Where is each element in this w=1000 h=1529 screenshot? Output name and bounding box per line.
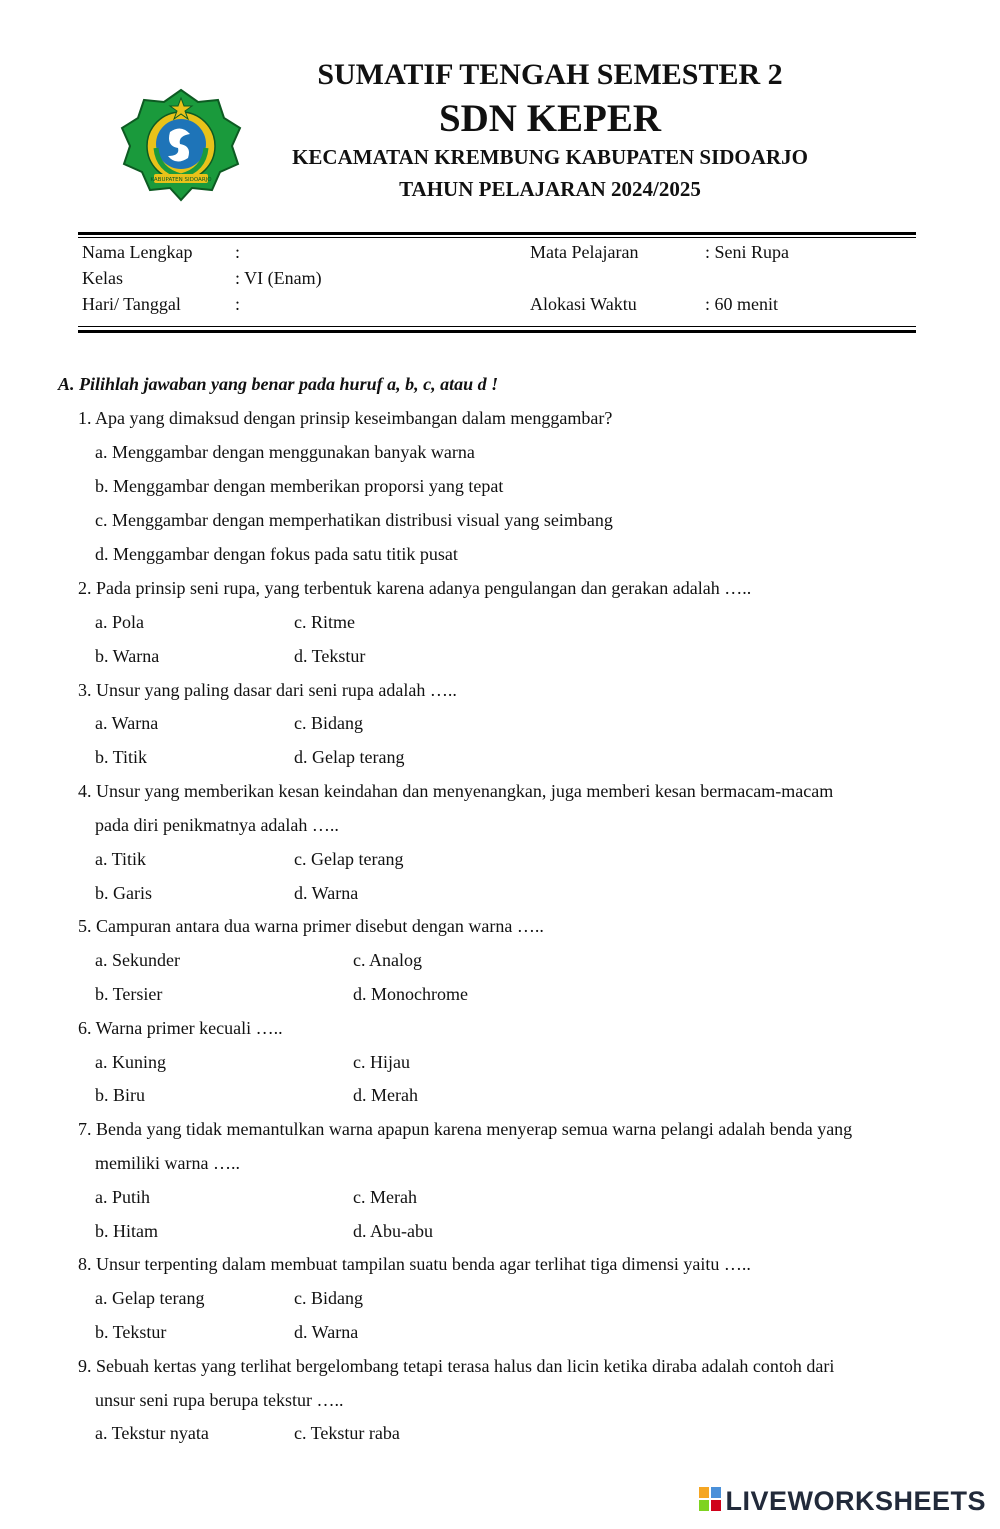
q2-option-b[interactable]: b. Warna bbox=[95, 646, 160, 666]
bottom-rule-thin bbox=[78, 326, 916, 327]
q1-option-c[interactable]: c. Menggambar dengan memperhatikan distribusi visual yang seimbang bbox=[95, 510, 613, 530]
q8-option-d[interactable]: d. Warna bbox=[294, 1322, 359, 1342]
q5-option-a[interactable]: a. Sekunder bbox=[95, 950, 180, 970]
question-4-cont: pada diri penikmatnya adalah ….. bbox=[95, 815, 339, 835]
q6-option-b[interactable]: b. Biru bbox=[95, 1085, 146, 1105]
q5-option-b[interactable]: b. Tersier bbox=[95, 984, 163, 1004]
bottom-rule-thick bbox=[78, 330, 916, 333]
q1-option-a[interactable]: a. Menggambar dengan menggunakan banyak warna bbox=[95, 442, 475, 462]
q7-option-a[interactable]: a. Putih bbox=[95, 1187, 151, 1207]
header-title: SUMATIF TENGAH SEMESTER 2 bbox=[317, 58, 783, 91]
school-name: SDN KEPER bbox=[438, 97, 662, 140]
q3-option-d[interactable]: d. Gelap terang bbox=[294, 747, 405, 767]
header-district: KECAMATAN KREMBUNG KABUPATEN SIDOARJO bbox=[292, 145, 808, 169]
q8-option-c[interactable]: c. Bidang bbox=[294, 1288, 363, 1308]
q3-option-a[interactable]: a. Warna bbox=[95, 713, 159, 733]
q6-option-c[interactable]: c. Hijau bbox=[353, 1052, 410, 1072]
q2-option-c[interactable]: c. Ritme bbox=[294, 612, 355, 632]
header-year: TAHUN PELAJARAN 2024/2025 bbox=[399, 177, 701, 201]
q7-option-c[interactable]: c. Merah bbox=[353, 1187, 417, 1207]
q2-option-d[interactable]: d. Tekstur bbox=[294, 646, 366, 666]
question-7: 7. Benda yang tidak memantulkan warna apapun karena menyerap semua warna pelangi adalah benda yang bbox=[78, 1119, 853, 1139]
svg-text:KABUPATEN SIDOARJO: KABUPATEN SIDOARJO bbox=[150, 177, 212, 183]
waktu-label: Alokasi Waktu bbox=[530, 294, 637, 314]
question-3: 3. Unsur yang paling dasar dari seni rupa adalah ….. bbox=[78, 680, 457, 700]
kelas-label: Kelas bbox=[82, 268, 123, 288]
q1-option-b[interactable]: b. Menggambar dengan memberikan proporsi yang tepat bbox=[95, 476, 504, 496]
nama-value: : bbox=[235, 242, 241, 262]
nama-label: Nama Lengkap bbox=[82, 242, 193, 262]
question-2: 2. Pada prinsip seni rupa, yang terbentuk karena adanya pengulangan dan gerakan adalah ….. bbox=[78, 578, 752, 598]
q4-option-c[interactable]: c. Gelap terang bbox=[294, 849, 404, 869]
q9-option-c[interactable]: c. Tekstur raba bbox=[294, 1423, 400, 1443]
q4-option-a[interactable]: a. Titik bbox=[95, 849, 147, 869]
question-7-cont: memiliki warna ….. bbox=[95, 1153, 240, 1173]
q3-option-b[interactable]: b. Titik bbox=[95, 747, 148, 767]
question-4: 4. Unsur yang memberikan kesan keindahan dan menyenangkan, juga memberi kesan bermacam-macam bbox=[78, 781, 834, 801]
q6-option-d[interactable]: d. Merah bbox=[353, 1085, 418, 1105]
q4-option-d[interactable]: d. Warna bbox=[294, 883, 359, 903]
question-9-cont: unsur seni rupa berupa tekstur ….. bbox=[95, 1390, 344, 1410]
watermark-text: LIVEWORKSHEETS bbox=[725, 1486, 986, 1516]
q7-option-d[interactable]: d. Abu-abu bbox=[353, 1221, 433, 1241]
q3-option-c[interactable]: c. Bidang bbox=[294, 713, 363, 733]
q8-option-a[interactable]: a. Gelap terang bbox=[95, 1288, 205, 1308]
question-8: 8. Unsur terpenting dalam membuat tampilan suatu benda agar terlihat tiga dimensi yaitu ….. bbox=[78, 1254, 751, 1274]
q6-option-a[interactable]: a. Kuning bbox=[95, 1052, 166, 1072]
top-rule-thick bbox=[78, 232, 916, 235]
q7-option-b[interactable]: b. Hitam bbox=[95, 1221, 158, 1241]
question-9: 9. Sebuah kertas yang terlihat bergelombang tetapi terasa halus dan licin ketika diraba adalah contoh dari bbox=[78, 1356, 835, 1376]
section-a-instruction: A. Pilihlah jawaban yang benar pada huruf a, b, c, atau d ! bbox=[58, 374, 499, 394]
question-5: 5. Campuran antara dua warna primer disebut dengan warna ….. bbox=[78, 916, 544, 936]
hari-value: : bbox=[235, 294, 241, 314]
liveworksheets-watermark bbox=[699, 1486, 986, 1517]
top-rule-thin bbox=[78, 237, 916, 238]
school-logo bbox=[118, 86, 244, 202]
q2-option-a[interactable]: a. Pola bbox=[95, 612, 144, 632]
q1-option-d[interactable]: d. Menggambar dengan fokus pada satu titik pusat bbox=[95, 544, 458, 564]
q8-option-b[interactable]: b. Tekstur bbox=[95, 1322, 167, 1342]
liveworksheets-logo-icon bbox=[699, 1487, 721, 1516]
kelas-value: : VI (Enam) bbox=[235, 268, 322, 288]
hari-label: Hari/ Tanggal bbox=[82, 294, 181, 314]
q5-option-c[interactable]: c. Analog bbox=[353, 950, 422, 970]
q9-option-a[interactable]: a. Tekstur nyata bbox=[95, 1423, 209, 1443]
question-1: 1. Apa yang dimaksud dengan prinsip keseimbangan dalam menggambar? bbox=[78, 408, 613, 428]
waktu-value: : 60 menit bbox=[705, 294, 778, 314]
question-6: 6. Warna primer kecuali ….. bbox=[78, 1018, 283, 1038]
q4-option-b[interactable]: b. Garis bbox=[95, 883, 152, 903]
mapel-label: Mata Pelajaran bbox=[530, 242, 639, 262]
mapel-value: : Seni Rupa bbox=[705, 242, 789, 262]
q5-option-d[interactable]: d. Monochrome bbox=[353, 984, 468, 1004]
